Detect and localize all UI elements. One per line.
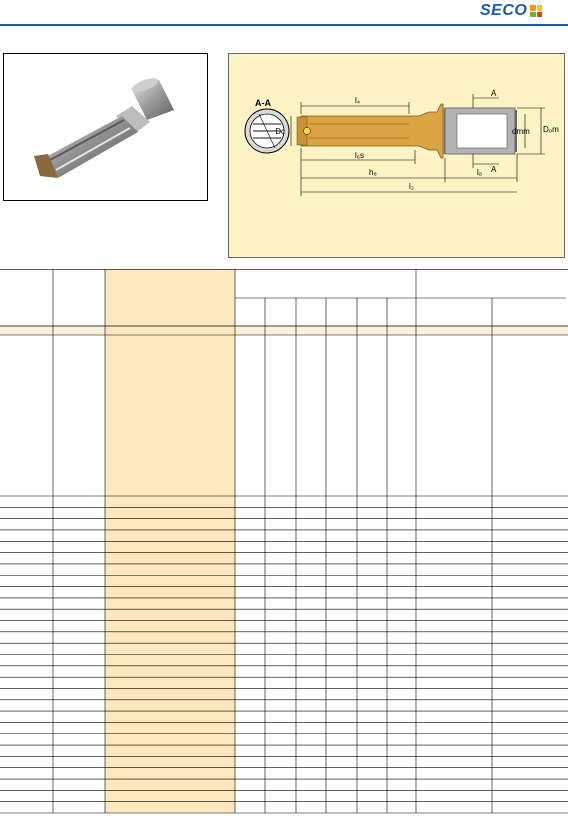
- table-highlight-row: [0, 326, 568, 335]
- dim-dmm: dmm: [512, 127, 530, 136]
- dim-h8: h₈: [369, 168, 377, 177]
- technical-drawing: [228, 53, 565, 258]
- section-label: A-A: [255, 98, 271, 108]
- section-marker-top: A: [491, 89, 497, 98]
- section-marker-bottom: A: [491, 165, 497, 174]
- section-view: [245, 98, 289, 153]
- seco-logo: [480, 2, 542, 20]
- drill-dimension-diagram: [229, 54, 564, 257]
- shank-profile: [443, 108, 517, 154]
- logo-text: SECO: [480, 2, 528, 19]
- specification-table: [0, 269, 568, 814]
- dim-l2: l₂: [409, 182, 414, 191]
- dim-dcm: D₀m: [543, 125, 559, 134]
- product-photo: [3, 53, 208, 201]
- dim-dc: Dc: [275, 127, 285, 136]
- dim-l8: l₈: [477, 168, 483, 177]
- dim-l6s: l₆s: [355, 151, 365, 160]
- drill-profile: [297, 104, 443, 158]
- drill-flutes: [44, 116, 138, 178]
- dim-l4: l₄: [355, 96, 361, 105]
- table-grid: [0, 269, 568, 814]
- header-rule: [0, 24, 568, 26]
- logo-mark-icon: [530, 5, 542, 17]
- drill-photo-illustration: [4, 54, 207, 200]
